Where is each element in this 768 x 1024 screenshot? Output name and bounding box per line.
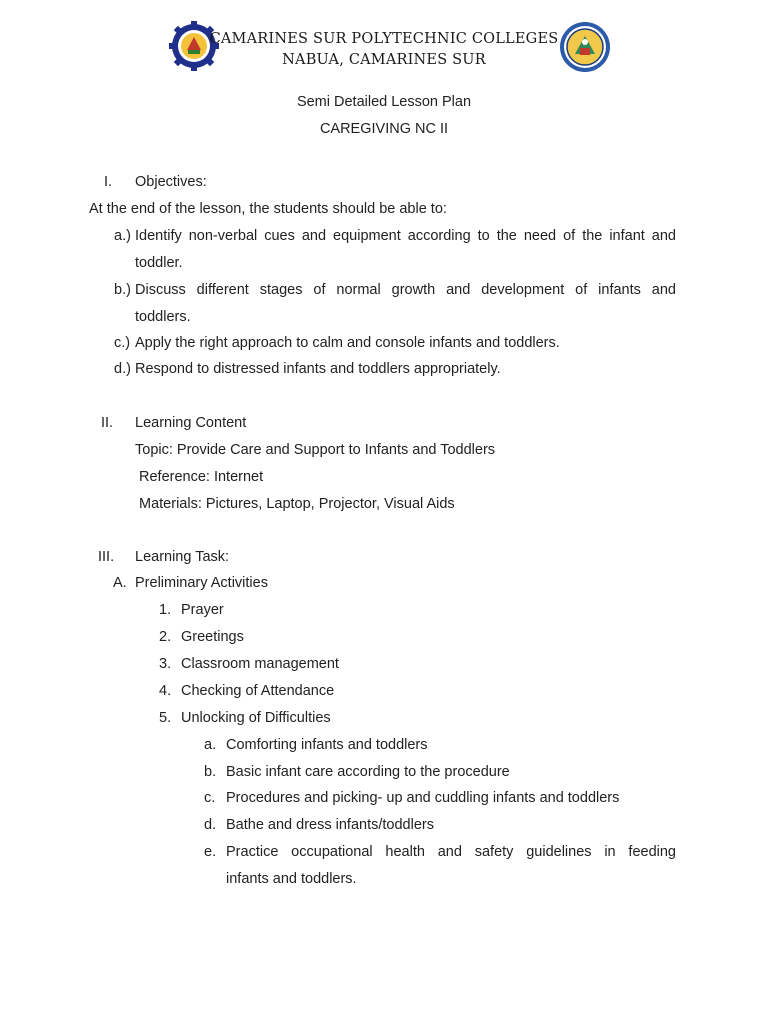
objective-item: Respond to distressed infants and toddlers appropriately. <box>135 361 501 377</box>
list-marker: 4. <box>159 683 172 699</box>
objective-item-cont: toddler. <box>135 255 183 271</box>
section-heading: Learning Content <box>135 415 247 431</box>
section-numeral: III. <box>98 549 115 565</box>
difficulty-item: Procedures and picking- up and cuddling infants and toddlers <box>226 790 620 806</box>
activity-item: Classroom management <box>181 656 339 672</box>
list-marker: d. <box>204 817 217 833</box>
objective-item: Discuss different stages of normal growth and development of infants and <box>135 282 676 298</box>
difficulty-item: Practice occupational health and safety guidelines in feeding <box>226 844 676 860</box>
list-marker: a.) <box>114 228 131 244</box>
activity-item: Prayer <box>181 602 224 618</box>
activity-item: Unlocking of Difficulties <box>181 710 331 726</box>
activity-item: Greetings <box>181 629 244 645</box>
objective-item-cont: toddlers. <box>135 309 191 325</box>
list-marker: 2. <box>159 629 172 645</box>
difficulty-item: Bathe and dress infants/toddlers <box>226 817 434 833</box>
document-subtitle: CAREGIVING NC II <box>319 121 449 137</box>
section-numeral: II. <box>101 415 114 431</box>
list-marker: a. <box>204 737 217 753</box>
list-marker: A. <box>113 575 127 591</box>
difficulty-item-cont: infants and toddlers. <box>226 871 357 887</box>
college-name: CAMARINES SUR POLYTECHNIC COLLEGES <box>209 31 559 47</box>
list-marker: 1. <box>159 602 172 618</box>
list-marker: 3. <box>159 656 172 672</box>
list-marker: d.) <box>114 361 131 377</box>
section-numeral: I. <box>104 174 113 190</box>
list-marker: b.) <box>114 282 131 298</box>
content-reference: Reference: Internet <box>139 469 264 485</box>
difficulty-item: Comforting infants and toddlers <box>226 737 428 753</box>
difficulty-item: Basic infant care according to the procedure <box>226 764 510 780</box>
list-marker: c.) <box>114 335 131 351</box>
section-heading: Learning Task: <box>135 549 230 565</box>
list-marker: e. <box>204 844 217 860</box>
college-location: NABUA, CAMARINES SUR <box>282 52 486 68</box>
objective-item: Identify non-verbal cues and equipment according to the need of the infant and <box>135 228 676 244</box>
content-materials: Materials: Pictures, Laptop, Projector, Visual Aids <box>139 496 455 512</box>
subsection-heading: Preliminary Activities <box>135 575 268 591</box>
objective-item: Apply the right approach to calm and console infants and toddlers. <box>135 335 560 351</box>
section-heading: Objectives: <box>135 174 207 190</box>
objectives-intro: At the end of the lesson, the students should be able to: <box>89 201 447 217</box>
list-marker: b. <box>204 764 217 780</box>
list-marker: c. <box>204 790 216 806</box>
content-topic: Topic: Provide Care and Support to Infants and Toddlers <box>135 442 496 458</box>
list-marker: 5. <box>159 710 172 726</box>
activity-item: Checking of Attendance <box>181 683 335 699</box>
document-title: Semi Detailed Lesson Plan <box>296 94 472 110</box>
